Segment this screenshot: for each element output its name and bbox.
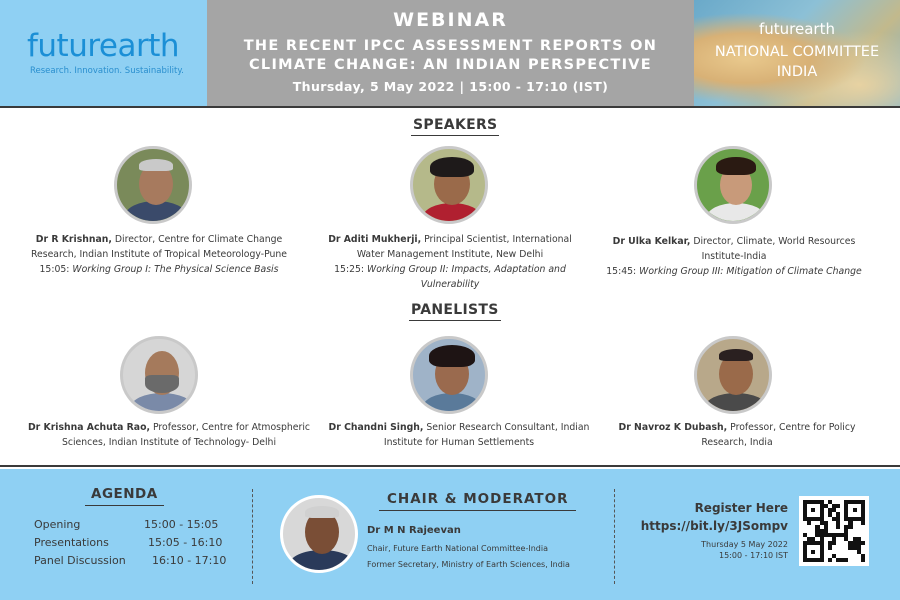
speaker-affiliation: Director, Climate, World Resources [690, 236, 856, 247]
panelist-affiliation-2: Institute for Human Settlements [383, 437, 535, 448]
panelist-name: Dr Chandni Singh, [328, 422, 424, 433]
speaker-affiliation: Principal Scientist, International [421, 234, 572, 245]
register-time: 15:00 - 17:10 IST [719, 551, 788, 560]
logo-tagline: Research. Innovation. Sustainability. [30, 66, 184, 76]
footer [0, 469, 900, 600]
panelist-bio-dubash [600, 420, 874, 450]
panelist-affiliation-2: Research, India [701, 437, 773, 448]
speaker-topic: Working Group I: The Physical Science Basis [69, 264, 279, 275]
speaker-topic-2: Vulnerability [420, 279, 480, 290]
footer-divider-1 [252, 489, 253, 584]
footer-divider-2 [614, 489, 615, 584]
header [0, 0, 900, 106]
agenda-item-label: Opening [34, 518, 81, 531]
speaker-affiliation: Director, Centre for Climate Change [111, 234, 283, 245]
speaker-time: 15:45: [606, 266, 637, 277]
speaker-affiliation-2: Water Management Institute, New Delhi [356, 249, 544, 260]
registration-qr-code[interactable] [799, 496, 869, 566]
chair-photo-rajeevan [280, 495, 358, 573]
speaker-name: Dr Aditi Mukherji, [328, 234, 422, 245]
agenda-heading-text: AGENDA [91, 486, 158, 502]
top-divider [0, 106, 900, 108]
panelists-heading [411, 302, 499, 318]
panelist-affiliation: Professor, Centre for Policy [727, 422, 856, 433]
bottom-divider [0, 465, 900, 467]
panelist-photo-singh [410, 336, 488, 414]
national-committee-panel [694, 0, 900, 106]
speaker-name: Dr R Krishnan, [35, 234, 112, 245]
register-heading: Register Here [694, 501, 788, 515]
speakers-heading [413, 117, 497, 133]
speaker-photo-kelkar [694, 146, 772, 224]
title-line-1: THE RECENT IPCC ASSESSMENT REPORTS ON [243, 38, 658, 54]
speaker-name: Dr Ulka Kelkar, [612, 236, 691, 247]
webinar-date: Thursday, 5 May 2022 | 15:00 - 17:10 (IST) [292, 79, 609, 94]
panelists-heading-text: PANELISTS [411, 302, 499, 318]
futurearth-small-logo: futurearth [759, 20, 835, 38]
nc-line-2: INDIA [776, 64, 818, 80]
panelist-bio-singh [318, 420, 600, 450]
panelist-affiliation: Professor, Centre for Atmospheric [150, 422, 311, 433]
panelist-bio-achutarao [14, 420, 324, 450]
register-link[interactable]: https://bit.ly/3JSompv [640, 519, 788, 533]
panelist-affiliation: Senior Research Consultant, Indian [423, 422, 590, 433]
panelist-photo-achutarao [120, 336, 198, 414]
speaker-affiliation-2: Research, Indian Institute of Tropical Meteorology-Pune [30, 249, 288, 260]
panelist-photo-dubash [694, 336, 772, 414]
header-title-panel [207, 0, 694, 106]
speaker-bio-mukherji [300, 232, 600, 292]
panelist-name: Dr Navroz K Dubash, [618, 422, 728, 433]
webinar-label: WEBINAR [393, 9, 508, 31]
agenda-item-time: 15:00 - 15:05 [144, 518, 219, 531]
panelist-affiliation-2: Sciences, Indian Institute of Technology- Delhi [61, 437, 277, 448]
futurearth-logo: futurearth [27, 28, 180, 64]
title-line-2: CLIMATE CHANGE: AN INDIAN PERSPECTIVE [248, 57, 653, 73]
speaker-time: 15:05: [39, 264, 70, 275]
header-logo-panel [0, 0, 207, 106]
agenda-item-label: Presentations [34, 536, 109, 549]
speaker-photo-mukherji [410, 146, 488, 224]
speaker-photo-krishnan [114, 146, 192, 224]
speakers-heading-text: SPEAKERS [413, 117, 498, 133]
chair-heading-text: CHAIR & MODERATOR [387, 491, 569, 507]
webinar-title [217, 37, 684, 75]
national-committee-label [694, 42, 900, 82]
chair-name: Dr M N Rajeevan [367, 525, 461, 536]
chair-role-1: Chair, Future Earth National Committee-India [367, 544, 548, 553]
chair-heading [387, 491, 568, 507]
agenda-item-time: 15:05 - 16:10 [148, 536, 223, 549]
speaker-topic: Working Group II: Impacts, Adaptation and [364, 264, 566, 275]
nc-line-1: NATIONAL COMMITTEE [714, 44, 880, 60]
speaker-affiliation-2: Institute-India [701, 251, 767, 262]
panelist-name: Dr Krishna Achuta Rao, [27, 422, 150, 433]
register-date: Thursday 5 May 2022 [701, 540, 788, 549]
chair-role-2: Former Secretary, Ministry of Earth Sciences, India [367, 560, 570, 569]
agenda-heading [91, 486, 158, 502]
speaker-bio-kelkar [588, 234, 880, 279]
qr-code-pattern [803, 500, 865, 562]
agenda-item-label: Panel Discussion [34, 554, 126, 567]
agenda-item-time: 16:10 - 17:10 [152, 554, 227, 567]
speaker-time: 15:25: [334, 264, 365, 275]
speaker-bio-krishnan [0, 232, 318, 277]
speaker-topic: Working Group III: Mitigation of Climate Change [636, 266, 862, 277]
